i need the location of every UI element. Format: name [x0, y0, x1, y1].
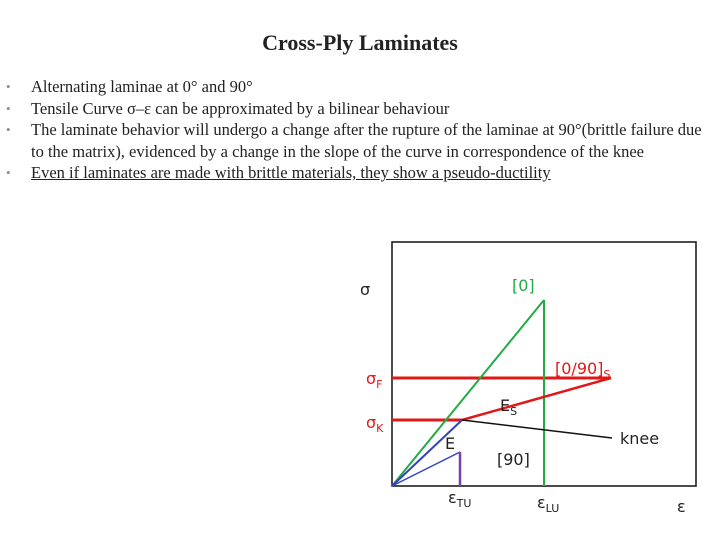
knee-line [462, 420, 612, 438]
curve-0-label: [0] [512, 276, 535, 295]
sigma-k-symbol: σ [366, 413, 377, 432]
bullet-text: Alternating laminae at 0° and 90° [31, 77, 253, 96]
y-axis-label: σ [360, 280, 371, 299]
eps-lu-sub: LU [545, 502, 560, 515]
sigma-f-symbol: σ [366, 369, 377, 388]
bullet-dot: • [6, 100, 11, 116]
modulus-es-label [500, 396, 517, 418]
bullet-text: Even if laminates are made with brittle materials, they show a pseudo-ductility [31, 163, 551, 182]
bullet-dot: • [6, 79, 11, 94]
bullet-text: The laminate behavior will undergo a change after the rupture of the laminae at 90°(brittle failure due to the matrix), evidenced by a change in the slope of the curve in correspondence of the knee [31, 120, 702, 161]
eps-lu-label [537, 493, 559, 515]
sigma-k-sub: K [376, 422, 384, 435]
initial-slope-line [392, 420, 462, 486]
curve-90-label: [90] [497, 450, 530, 469]
bullet-text: Tensile Curve σ–ε can be approximated by a bilinear behaviour [31, 98, 450, 118]
modulus-es-sub: S [510, 405, 518, 418]
eps-tu-sub: TU [456, 497, 472, 510]
curve-90-slope [392, 452, 460, 486]
knee-label: knee [620, 429, 660, 448]
sigma-k-label [366, 413, 384, 435]
curve-0-90-text: [0/90] [555, 359, 604, 378]
bullet-dot: • [6, 122, 11, 137]
sigma-f-label [366, 369, 382, 391]
modulus-e-label: E [445, 434, 456, 453]
bullet-dot: • [6, 165, 11, 180]
curve-0-90-sub: S [603, 368, 611, 381]
sigma-f-sub: F [376, 378, 383, 391]
eps-lu-symbol: ε [537, 493, 546, 512]
eps-tu-symbol: ε [448, 488, 457, 507]
eps-tu-label [448, 488, 471, 510]
modulus-es-symbol: E [500, 396, 511, 415]
curve-0-90-label [555, 359, 610, 381]
slide-title: Cross-Ply Laminates [262, 30, 458, 55]
curve-0-90-line [462, 378, 611, 420]
x-axis-label: ε [677, 497, 686, 516]
